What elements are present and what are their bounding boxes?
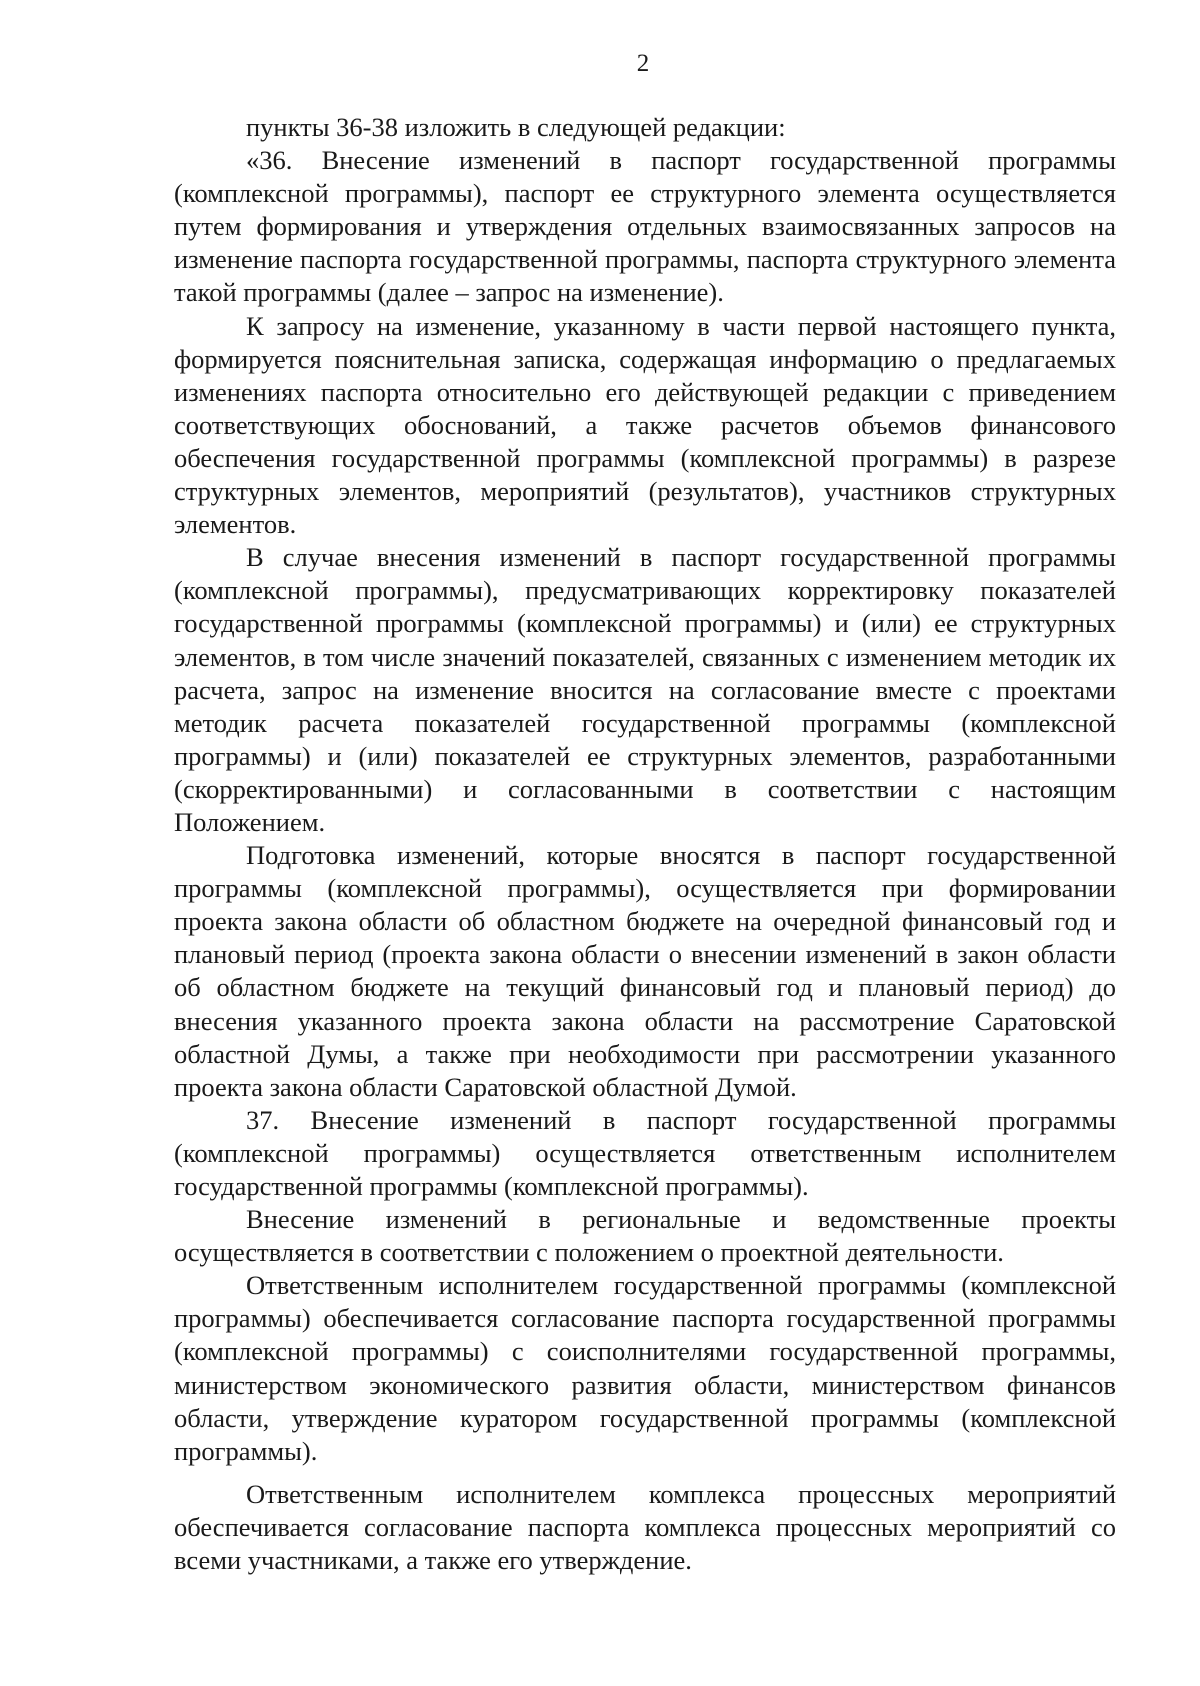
paragraph-approval: Ответственным исполнителем государственной программы (комплексной программы) обеспечивается согласование паспорта государственной программы (комплексной программы) с соисполнителями государственной программы, министерством экономического развития области, министерством финансов области, утверждение куратором государственной программы (комплексной программы).	[174, 1270, 1116, 1466]
paragraph-indicator-changes: В случае внесения изменений в паспорт государственной программы (комплексной программы), предусматривающих корректировку показателей государственной программы (комплексной программы) и (или) ее структурных элементов, в том числе значений показателей, связанных с изменением методик их расчета, запрос на изменение вносится на согласование вместе с проектами методик расчета показателей государственной программы (комплексной программы) и (или) показателей ее структурных элементов, разработанными (скорректированными) и согласованными в соответствии с настоящим Положением.	[174, 542, 1116, 837]
paragraph-request-note: К запросу на изменение, указанному в части первой настоящего пункта, формируется пояснительная записка, содержащая информацию о предлагаемых изменениях паспорта относительно его действующей редакции с приведением соответствующих обоснований, а также расчетов объемов финансового обеспечения государственной программы (комплексной программы) в разрезе структурных элементов, мероприятий (результатов), участников структурных элементов.	[174, 310, 1116, 540]
paragraph-gap	[174, 1468, 1116, 1478]
paragraph-item-36: «36. Внесение изменений в паспорт государственной программы (комплексной программы), паспорт ее структурного элемента осуществляется путем формирования и утверждения отдельных взаимосвязанных запросов на изменение паспорта государственной программы, паспорта структурного элемента такой программы (далее – запрос на изменение).	[174, 145, 1116, 308]
paragraph-intro: пункты 36-38 изложить в следующей редакции:	[246, 112, 786, 142]
paragraph-projects: Внесение изменений в региональные и ведомственные проекты осуществляется в соответствии с положением о проектной деятельности.	[174, 1204, 1116, 1268]
page-number: 2	[636, 50, 650, 77]
document-body	[174, 111, 1116, 1577]
paragraph-preparation: Подготовка изменений, которые вносятся в паспорт государственной программы (комплексной программы), осуществляется при формировании проекта закона области об областном бюджете на очередной финансовый год и плановый период (проекта закона области о внесении изменений в закон области об областном бюджете на текущий финансовый год и плановый период) до внесения указанного проекта закона области на рассмотрение Саратовской областной Думы, а также при необходимости при рассмотрении указанного проекта закона области Саратовской областной Думой.	[174, 840, 1116, 1102]
paragraph-item-37: 37. Внесение изменений в паспорт государственной программы (комплексной программы) осуществляется ответственным исполнителем государственной программы (комплексной программы).	[174, 1104, 1116, 1201]
paragraph-process-complex: Ответственным исполнителем комплекса процессных мероприятий обеспечивается согласование паспорта комплекса процессных мероприятий со всеми участниками, а также его утверждение.	[174, 1478, 1116, 1576]
